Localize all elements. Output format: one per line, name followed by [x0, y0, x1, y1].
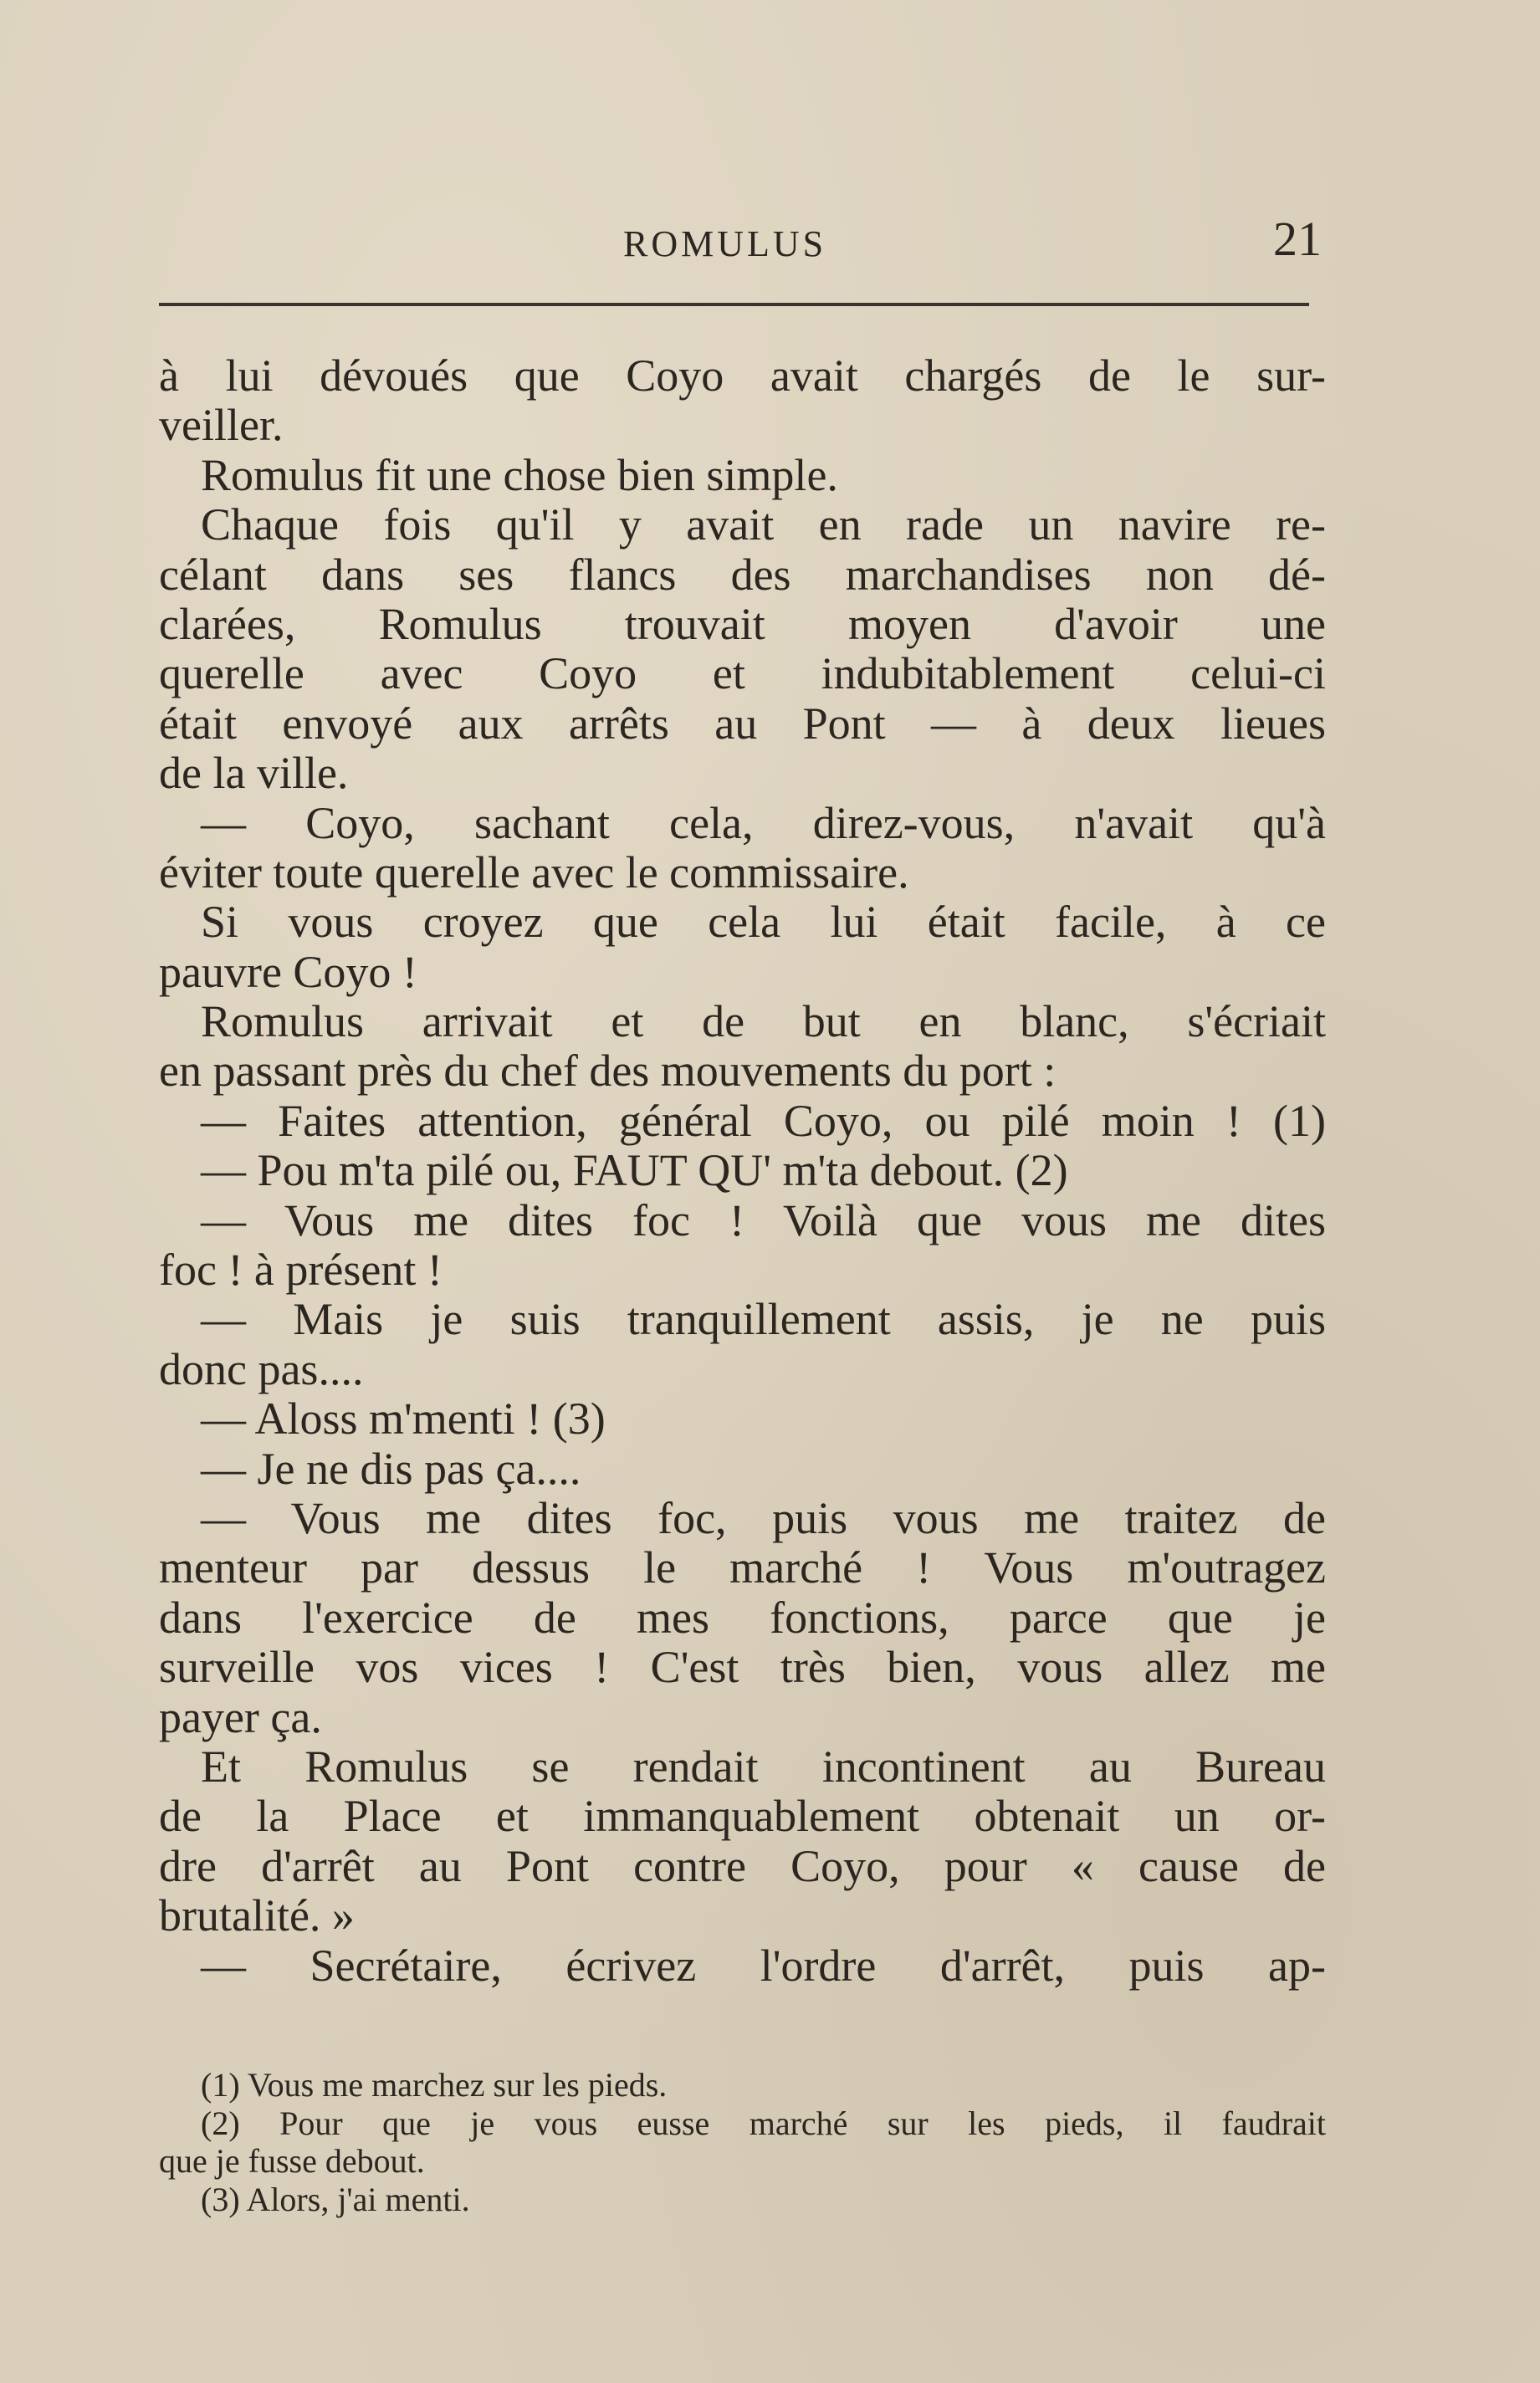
page-header: [159, 211, 1322, 269]
text-line: menteur par dessus le marché ! Vous m'outragez: [159, 1542, 1326, 1593]
text-line: dre d'arrêt au Pont contre Coyo, pour « cause de: [159, 1840, 1326, 1891]
text-line: éviter toute querelle avec le commissaire.: [159, 846, 909, 897]
text-line: célant dans ses flancs des marchandises non dé-: [159, 549, 1326, 600]
running-title: ROMULUS: [623, 223, 827, 264]
body-text: [159, 351, 1326, 1991]
page-number: 21: [1273, 212, 1322, 266]
text-line: — Faites attention, général Coyo, ou pilé moin ! (1): [201, 1095, 1326, 1146]
footnote-line: (3) Alors, j'ai menti.: [201, 2180, 470, 2218]
text-line: — Secrétaire, écrivez l'ordre d'arrêt, puis ap-: [201, 1940, 1326, 1991]
footnote-line: (1) Vous me marchez sur les pieds.: [201, 2066, 668, 2104]
text-line: — Pou m'ta pilé ou, FAUT QU' m'ta debout. (2): [201, 1145, 1068, 1196]
text-line: pauvre Coyo !: [159, 946, 417, 997]
footnote-line: que je fusse debout.: [159, 2142, 425, 2181]
text-line: à lui dévoués que Coyo avait chargés de le sur-: [159, 350, 1326, 401]
text-line: — Vous me dites foc ! Voilà que vous me dites: [201, 1194, 1326, 1245]
text-line: donc pas....: [159, 1343, 364, 1394]
header-rule: [159, 303, 1309, 306]
text-line: brutalité. »: [159, 1890, 355, 1941]
text-line: — Je ne dis pas ça....: [201, 1443, 581, 1494]
text-line: Si vous croyez que cela lui était facile, à ce: [201, 897, 1326, 948]
text-line: Romulus arrivait et de but en blanc, s'écriait: [201, 996, 1326, 1047]
footnotes: [159, 2066, 1326, 2218]
text-line: — Coyo, sachant cela, direz-vous, n'avait qu'à: [201, 797, 1326, 848]
text-line: de la Place et immanquablement obtenait un or-: [159, 1791, 1326, 1842]
text-line: — Mais je suis tranquillement assis, je ne puis: [201, 1294, 1326, 1345]
text-line: foc ! à présent !: [159, 1245, 443, 1296]
text-line: en passant près du chef des mouvements du port :: [159, 1046, 1057, 1097]
text-line: était envoyé aux arrêts au Pont — à deux lieues: [159, 698, 1326, 749]
text-line: Et Romulus se rendait incontinent au Bureau: [201, 1741, 1326, 1792]
text-line: — Vous me dites foc, puis vous me traitez de: [201, 1492, 1326, 1543]
text-line: — Aloss m'menti ! (3): [201, 1393, 606, 1445]
text-line: Romulus fit une chose bien simple.: [201, 449, 838, 500]
text-line: dans l'exercice de mes fonctions, parce que je: [159, 1592, 1326, 1643]
text-line: payer ça.: [159, 1691, 322, 1742]
text-line: Chaque fois qu'il y avait en rade un navire re-: [201, 499, 1326, 550]
text-line: querelle avec Coyo et indubitablement celui-ci: [159, 648, 1326, 699]
footnote-line: (2) Pour que je vous eusse marché sur les pieds, il faudrait: [201, 2104, 1326, 2142]
text-line: surveille vos vices ! C'est très bien, vous allez me: [159, 1642, 1326, 1693]
text-line: de la ville.: [159, 748, 349, 799]
text-line: clarées, Romulus trouvait moyen d'avoir une: [159, 598, 1326, 649]
text-line: veiller.: [159, 400, 284, 451]
